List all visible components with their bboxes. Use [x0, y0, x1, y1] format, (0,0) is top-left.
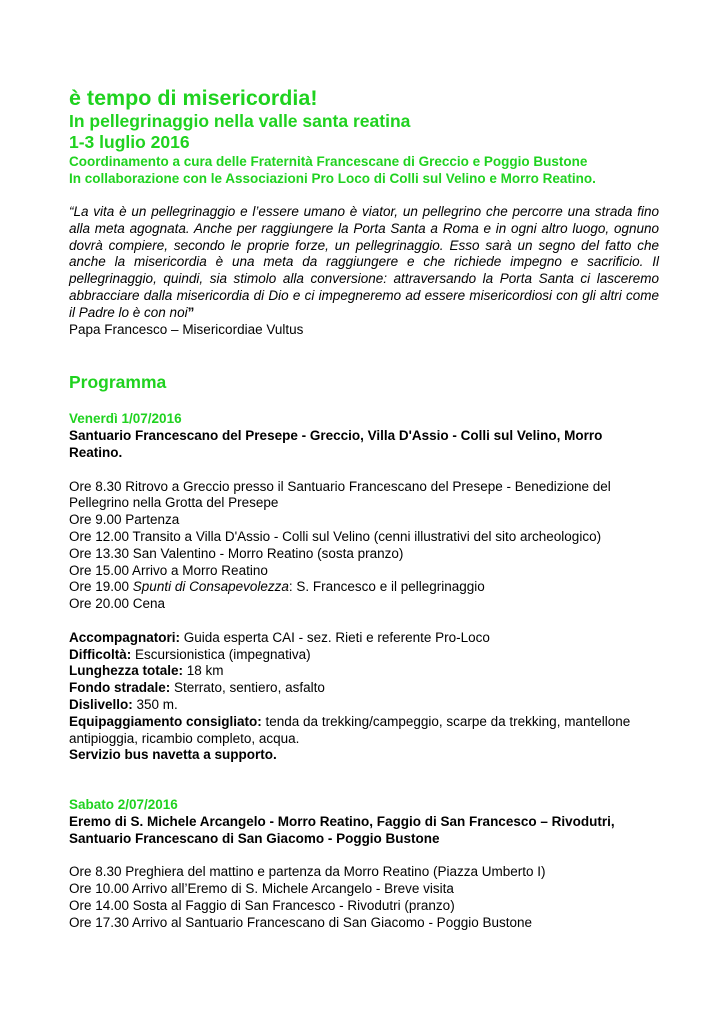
day2-item: Ore 17.30 Arrivo al Santuario Francescano di San Giacomo - Poggio Bustone: [69, 914, 533, 930]
quote-text: “La vita è un pellegrinaggio e l’essere umano è viator, un pellegrino che percorre una strada fino alla meta agognata. Anche per raggiungere la Porta Santa a Roma e in ogni altro luogo, ognuno dovrà compiere, secondo le proprie forze, un pellegrinaggio. Esso sarà un segno del fatto che anche la misericordia è una meta da raggiungere e che richiede impegno e sacrificio. Il pellegrinaggio, quindi, sia stimolo alla conversione: attraversando la Porta Santa ci lasceremo abbracciare dalla misericordia di Dio e ci impegneremo ad essere misericordiosi con gli altri come il Padre lo è con noi: [69, 204, 659, 320]
detail-label: Equipaggiamento consigliato:: [69, 713, 262, 729]
detail-bus: Servizio bus navetta a supporto.: [69, 747, 277, 763]
day1-item: Ore 20.00 Cena: [69, 596, 166, 612]
detail-value: tenda da trekking/campeggio, scarpe da trekking, mantellone antipioggia, ricambio completo, acqua.: [69, 713, 631, 746]
detail-value: Escursionistica (impegnativa): [131, 646, 311, 662]
item-italic-title: Spunti di Consapevolezza: [132, 579, 289, 595]
item-prefix: Ore 19.00: [69, 579, 133, 595]
day1-item: Ore 15.00 Arrivo a Morro Reatino: [69, 562, 268, 578]
detail-value: 18 km: [183, 663, 224, 679]
detail-label: Accompagnatori:: [69, 629, 181, 645]
event-dates: 1-3 luglio 2016: [69, 132, 190, 152]
day1-route: Santuario Francescano del Presepe - Greccio, Villa D'Assio - Colli sul Velino, Morro Reatino.: [69, 428, 603, 460]
detail-label: Difficoltà:: [69, 646, 132, 662]
day1-item: Ore 12.00 Transito a Villa D'Assio - Colli sul Velino (cenni illustrativi del sito archeologico): [69, 528, 602, 544]
day2-item: Ore 8.30 Preghiera del mattino e partenza da Morro Reatino (Piazza Umberto I): [69, 864, 546, 880]
pope-quote: [69, 204, 659, 322]
day2-item: Ore 14.00 Sosta al Faggio di San Francesco - Rivodutri (pranzo): [69, 897, 455, 913]
day1-item: [69, 579, 659, 596]
detail-label: Fondo stradale:: [69, 680, 171, 696]
coordination-line: Coordinamento a cura delle Fraternità Francescane di Greccio e Poggio Bustone: [69, 154, 588, 169]
programma-heading: Programma: [69, 372, 167, 393]
detail-lunghezza: [69, 663, 659, 680]
detail-value: Guida esperta CAI - sez. Rieti e referente Pro-Loco: [180, 629, 490, 645]
item-suffix: : S. Francesco e il pellegrinaggio: [288, 579, 485, 595]
detail-accompagnatori: [69, 630, 659, 647]
detail-fondo: [69, 680, 659, 697]
day1-item: Ore 13.30 San Valentino - Morro Reatino (sosta pranzo): [69, 545, 404, 561]
detail-dislivello: [69, 697, 659, 714]
detail-equipaggiamento: [69, 714, 659, 748]
day2-item: Ore 10.00 Arrivo all’Eremo di S. Michele Arcangelo - Breve visita: [69, 881, 454, 897]
day2-route: Eremo di S. Michele Arcangelo - Morro Reatino, Faggio di San Francesco – Rivodutri, Santuario Francescano di San Giacomo - Poggio Bustone: [69, 813, 615, 846]
day1-date: Venerdì 1/07/2016: [69, 411, 182, 427]
page-subtitle: In pellegrinaggio nella valle santa reatina: [69, 111, 411, 131]
document-page: [69, 86, 659, 931]
detail-label: Lunghezza totale:: [69, 663, 183, 679]
detail-value: Sterrato, sentiero, asfalto: [170, 680, 325, 696]
page-title: è tempo di misericordia!: [69, 86, 318, 110]
day1-item: Ore 8.30 Ritrovo a Greccio presso il Santuario Francescano del Presepe - Benedizione del Pellegrino nella Grotta del Presepe: [69, 478, 611, 511]
day1-item: Ore 9.00 Partenza: [69, 512, 180, 528]
quote-close-mark: ”: [187, 304, 195, 320]
quote-attribution: Papa Francesco – Misericordiae Vultus: [69, 321, 304, 337]
detail-label: Dislivello:: [69, 696, 133, 712]
day2-date: Sabato 2/07/2016: [69, 797, 178, 813]
collaboration-line: In collaborazione con le Associazioni Pro Loco di Colli sul Velino e Morro Reatino.: [69, 171, 596, 186]
detail-difficolta: [69, 647, 659, 664]
detail-value: 350 m.: [132, 696, 178, 712]
